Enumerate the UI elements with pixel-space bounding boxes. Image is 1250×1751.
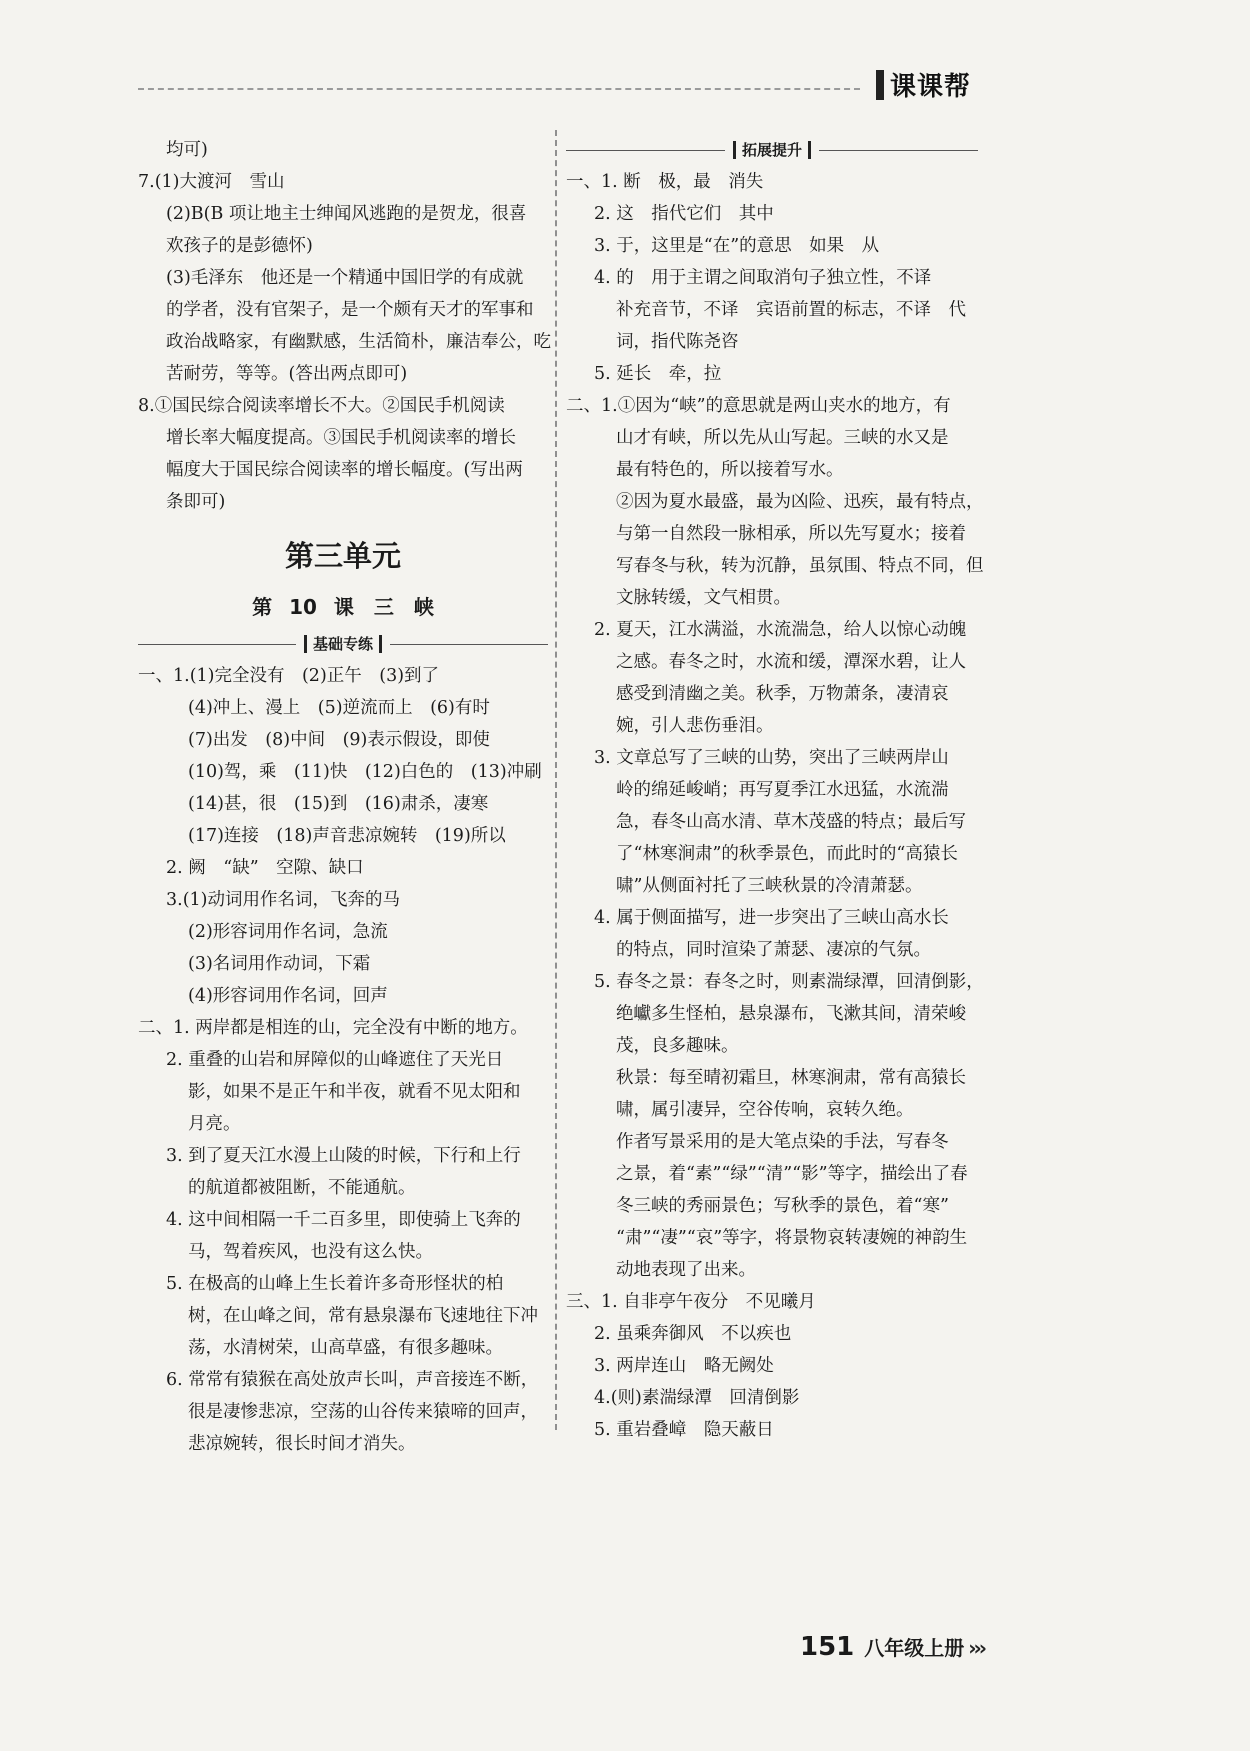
left-column	[138, 134, 551, 1460]
answer-line: 3. 于，这里是“在”的意思 如果 从	[594, 236, 880, 256]
answer-line: 秋景：每至晴初霜旦，林寒涧肃，常有高猿长	[616, 1068, 966, 1088]
section-rule-right	[819, 150, 978, 151]
answer-line: 2. 夏天，江水满溢，水流湍急，给人以惊心动魄	[594, 620, 967, 640]
answer-line: 2. 这 指代它们 其中	[594, 204, 774, 224]
right-column	[566, 134, 984, 1446]
answer-line: (4)形容词用作名词，回声	[188, 986, 388, 1006]
answer-line: 词，指代陈尧咨	[616, 332, 739, 352]
page-footer	[800, 1632, 984, 1662]
answer-line: 树，在山峰之间，常有悬泉瀑布飞速地往下冲	[188, 1306, 538, 1326]
answer-line: ②因为夏水最盛，最为凶险、迅疾，最有特点，	[616, 492, 984, 512]
section-header-basic	[138, 628, 548, 660]
grade-label: 八年级上册	[864, 1636, 965, 1660]
answer-line: 8.①国民综合阅读率增长不大。②国民手机阅读	[138, 396, 505, 416]
answer-line: 动地表现了出来。	[616, 1260, 756, 1280]
answer-line: 三、1. 自非亭午夜分 不见曦月	[566, 1292, 816, 1312]
answer-line: 的学者，没有官架子，是一个颇有天才的军事和	[166, 300, 534, 320]
answer-line: 3. 到了夏天江水漫上山陵的时候，下行和上行	[166, 1146, 521, 1166]
answer-line: 一、1. 断 极，最 消失	[566, 172, 764, 192]
answer-line: (3)名词用作动词，下霜	[188, 954, 371, 974]
answer-line: 增长率大幅度提高。③国民手机阅读率的增长	[166, 428, 516, 448]
answer-line: 5. 延长 牵，拉	[594, 364, 722, 384]
section-rule-right	[390, 644, 548, 645]
answer-line: 急，春冬山高水清、草木茂盛的特点；最后写	[616, 812, 966, 832]
answer-line: 二、1. 两岸都是相连的山，完全没有中断的地方。	[138, 1018, 528, 1038]
chevron-right-icon: ›››	[968, 1636, 985, 1660]
left-answers-top	[138, 134, 551, 518]
answer-line: 条即可)	[166, 492, 226, 512]
answer-line: (2)B(B 项让地主士绅闻风逃跑的是贺龙，很喜	[166, 204, 527, 224]
answer-line: 3.(1)动词用作名词，飞奔的马	[166, 890, 400, 910]
answer-line: 4. 的 用于主谓之间取消句子独立性，不译	[594, 268, 932, 288]
answer-line: (2)形容词用作名词，急流	[188, 922, 388, 942]
answer-line: 文脉转缓，文气相贯。	[616, 588, 791, 608]
answer-line: 影，如果不是正午和半夜，就看不见太阳和	[188, 1082, 521, 1102]
answer-line: 均可)	[166, 140, 208, 160]
page-number: 151	[800, 1632, 855, 1662]
section-label: 拓展提升	[733, 141, 811, 159]
answer-line: 5. 重岩叠嶂 隐天蔽日	[594, 1420, 774, 1440]
answer-line: (17)连接 (18)声音悲凉婉转 (19)所以	[188, 826, 506, 846]
section-header-extension	[566, 134, 978, 166]
brand-bar-mark	[876, 70, 884, 100]
answer-line: 5. 在极高的山峰上生长着许多奇形怪状的柏	[166, 1274, 504, 1294]
answer-line: 山才有峡，所以先从山写起。三峡的水又是	[616, 428, 949, 448]
answer-line: 4. 这中间相隔一千二百多里，即使骑上飞奔的	[166, 1210, 521, 1230]
answer-line: 写春冬与秋，转为沉静，虽氛围、特点不同，但	[616, 556, 984, 576]
answer-line: 很是凄惨悲凉，空荡的山谷传来猿啼的回声，	[188, 1402, 538, 1422]
answer-line: 幅度大于国民综合阅读率的增长幅度。(写出两	[166, 460, 523, 480]
answer-line: (3)毛泽东 他还是一个精通中国旧学的有成就	[166, 268, 524, 288]
answer-line: 马，驾着疾风，也没有这么快。	[188, 1242, 433, 1262]
answer-line: 3. 文章总写了三峡的山势，突出了三峡两岸山	[594, 748, 949, 768]
column-divider	[555, 130, 557, 1430]
answer-line: 作者写景采用的是大笔点染的手法，写春冬	[616, 1132, 949, 1152]
answer-line: (14)甚，很 (15)到 (16)肃杀，凄寒	[188, 794, 489, 814]
answer-line: 最有特色的，所以接着写水。	[616, 460, 844, 480]
right-answers	[566, 166, 984, 1446]
section-rule-left	[566, 150, 725, 151]
header-dashed-rule	[138, 88, 860, 90]
answer-line: (10)驾，乘 (11)快 (12)白色的 (13)冲刷	[188, 762, 542, 782]
answer-line: 5. 春冬之景：春冬之时，则素湍绿潭，回清倒影，	[594, 972, 984, 992]
answer-line: 的航道都被阻断，不能通航。	[188, 1178, 416, 1198]
brand-title: 课课帮	[890, 72, 972, 102]
answer-line: 苦耐劳，等等。(答出两点即可)	[166, 364, 408, 384]
answer-line: 绝巘多生怪柏，悬泉瀑布，飞漱其间，清荣峻	[616, 1004, 966, 1024]
answer-line: 岭的绵延峻峭；再写夏季江水迅猛，水流湍	[616, 780, 949, 800]
answer-line: “肃”“凄”“哀”等字，将景物哀转凄婉的神韵生	[616, 1228, 968, 1248]
answer-line: 3. 两岸连山 略无阙处	[594, 1356, 774, 1376]
answer-line: 2. 阙 “缺” 空隙、缺口	[166, 858, 364, 878]
answer-line: 茂，良多趣味。	[616, 1036, 739, 1056]
answer-line: 的特点，同时渲染了萧瑟、凄凉的气氛。	[616, 940, 931, 960]
answer-line: 啸，属引凄异，空谷传响，哀转久绝。	[616, 1100, 914, 1120]
answer-line: 荡，水清树荣，山高草盛，有很多趣味。	[188, 1338, 503, 1358]
answer-line: 月亮。	[188, 1114, 241, 1134]
unit-title: 第三单元	[284, 539, 401, 573]
answer-line: 补充音节，不译 宾语前置的标志，不译 代	[616, 300, 966, 320]
answer-line: 6. 常常有猿猴在高处放声长叫，声音接连不断，	[166, 1370, 539, 1390]
answer-line: 冬三峡的秀丽景色；写秋季的景色，着“寒”	[616, 1196, 949, 1216]
brand-logo	[876, 66, 971, 103]
answer-line: 2. 重叠的山岩和屏障似的山峰遮住了天光日	[166, 1050, 504, 1070]
answer-line: 了“林寒涧肃”的秋季景色，而此时的“高猿长	[616, 844, 958, 864]
answer-line: 二、1.①因为“峡”的意思就是两山夹水的地方，有	[566, 396, 951, 416]
answer-line: 欢孩子的是彭德怀)	[166, 236, 313, 256]
answer-line: 悲凉婉转，很长时间才消失。	[188, 1434, 416, 1454]
answer-line: 之感。春冬之时，水流和缓，潭深水碧，让人	[616, 652, 966, 672]
answer-line: 感受到清幽之美。秋季，万物萧条，凄清哀	[616, 684, 949, 704]
answer-line: 之景，着“素”“绿”“清”“影”等字，描绘出了春	[616, 1164, 968, 1184]
left-answers-bottom	[138, 660, 548, 1460]
lesson-title: 第 10 课 三 峡	[252, 595, 434, 619]
answer-line: 政治战略家，有幽默感，生活简朴，廉洁奉公，吃	[166, 332, 551, 352]
answer-line: 婉，引人悲伤垂泪。	[616, 716, 774, 736]
answer-line: 一、1.(1)完全没有 (2)正午 (3)到了	[138, 666, 440, 686]
answer-line: 4. 属于侧面描写，进一步突出了三峡山高水长	[594, 908, 949, 928]
answer-line: 4.(则)素湍绿潭 回清倒影	[594, 1388, 800, 1408]
section-rule-left	[138, 644, 296, 645]
answer-line: 2. 虽乘奔御风 不以疾也	[594, 1324, 792, 1344]
answer-line: (7)出发 (8)中间 (9)表示假设，即使	[188, 730, 490, 750]
answer-line: 啸”从侧面衬托了三峡秋景的冷清萧瑟。	[616, 876, 923, 896]
section-label: 基础专练	[304, 635, 382, 653]
answer-line: (4)冲上、漫上 (5)逆流而上 (6)有时	[188, 698, 490, 718]
answer-line: 与第一自然段一脉相承，所以先写夏水；接着	[616, 524, 966, 544]
answer-line: 7.(1)大渡河 雪山	[138, 172, 285, 192]
